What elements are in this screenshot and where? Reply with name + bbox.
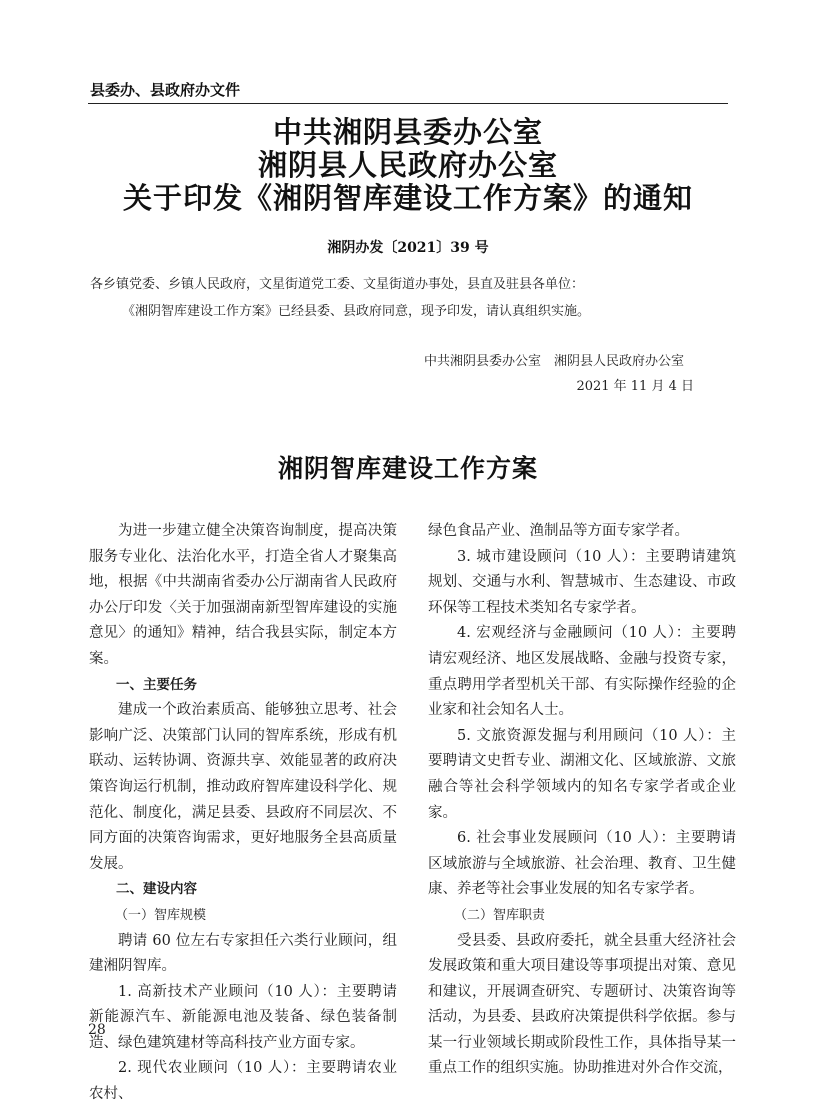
- section-heading: 一、主要任务: [116, 676, 197, 693]
- page-number: 28: [88, 1022, 106, 1038]
- issuing-offices: 中共湘阴县委办公室 湘阴县人民政府办公室: [424, 354, 685, 369]
- paragraph: 建成一个政治素质高、能够独立思考、社会影响广泛、决策部门认同的智库系统，形成有机联动、运转协调、资源共享、效能显著的政府决策咨询运行机制，推动政府智库建设科学化、规范化、制度化，满足县委、县政府不同层次、不同方面的决策咨询需求，更好地服务全县高质量发展。: [89, 702, 397, 872]
- header-divider: [88, 103, 728, 104]
- paragraph: 受县委、县政府委托，就全县重大经济社会发展政策和重大项目建设等事项提出对策、意见和建议，开展调查研究、专题研讨、决策咨询等活动，为县委、县政府决策提供科学依据。参与某一行业领域长期或阶段性工作，具体指导某一重点工作的组织实施。协助推进对外合作交流，: [428, 932, 736, 1077]
- running-header: 县委办、县政府办文件: [90, 81, 241, 99]
- plan-title: 湘阴智库建设工作方案: [277, 454, 538, 483]
- list-item: 5. 文旅资源发掘与利用顾问（10 人）：主要聘请文史哲专业、湖湘文化、区域旅游、文旅融合等社会科学领域内的知名专家学者或企业家。: [428, 727, 736, 821]
- list-item: 1. 高新技术产业顾问（10 人）：主要聘请新能源汽车、新能源电池及装备、绿色装备制造、绿色建筑建材等高科技产业方面专家。: [89, 983, 397, 1051]
- paragraph: 聘请 60 位左右专家担任六类行业顾问，组建湘阴智库。: [89, 932, 397, 975]
- list-item: 6. 社会事业发展顾问（10 人）：主要聘请区域旅游与全域旅游、社会治理、教育、卫生健康、养老等社会事业发展的知名专家学者。: [428, 830, 736, 898]
- notice-addressee: 各乡镇党委、乡镇人民政府，文星街道党工委、文星街道办事处，县直及驻县各单位：: [90, 277, 585, 292]
- issue-date: 2021 年 11 月 4 日: [576, 379, 694, 394]
- subsection-heading: （一）智库规模: [115, 907, 207, 923]
- list-item: 3. 城市建设顾问（10 人）：主要聘请建筑规划、交通与水利、智慧城市、生态建设、市政环保等工程技术类知名专家学者。: [428, 548, 736, 616]
- plan-left-column: [89, 519, 397, 1108]
- notice-title: [88, 116, 728, 215]
- subsection-heading: （二）智库职责: [454, 907, 546, 923]
- list-item: 2. 现代农业顾问（10 人）：主要聘请农业农村、: [89, 1060, 397, 1103]
- notice-title-line: 湘阴县人民政府办公室: [257, 148, 558, 182]
- notice-title-line: 中共湘阴县委办公室: [272, 115, 543, 149]
- paragraph-continuation: 绿色食品产业、渔制品等方面专家学者。: [428, 523, 689, 539]
- document-number: 湘阴办发〔2021〕39 号: [327, 240, 489, 256]
- paragraph: 为进一步建立健全决策咨询制度，提高决策服务专业化、法治化水平，打造全省人才聚集高地，根据《中共湖南省委办公厅湖南省人民政府办公厅印发〈关于加强湖南新型智库建设的实施意见〉的通知》精神，结合我县实际，制定本方案。: [89, 523, 397, 667]
- notice-title-line: 关于印发《湘阴智库建设工作方案》的通知: [122, 181, 693, 215]
- list-item: 4. 宏观经济与金融顾问（10 人）：主要聘请宏观经济、地区发展战略、金融与投资专家，重点聘用学者型机关干部、有实际操作经验的企业家和社会知名人士。: [428, 625, 736, 719]
- notice-body: 《湘阴智库建设工作方案》已经县委、县政府同意，现予印发，请认真组织实施。: [122, 304, 591, 319]
- plan-right-column: [428, 519, 736, 1082]
- section-heading: 二、建设内容: [116, 881, 197, 898]
